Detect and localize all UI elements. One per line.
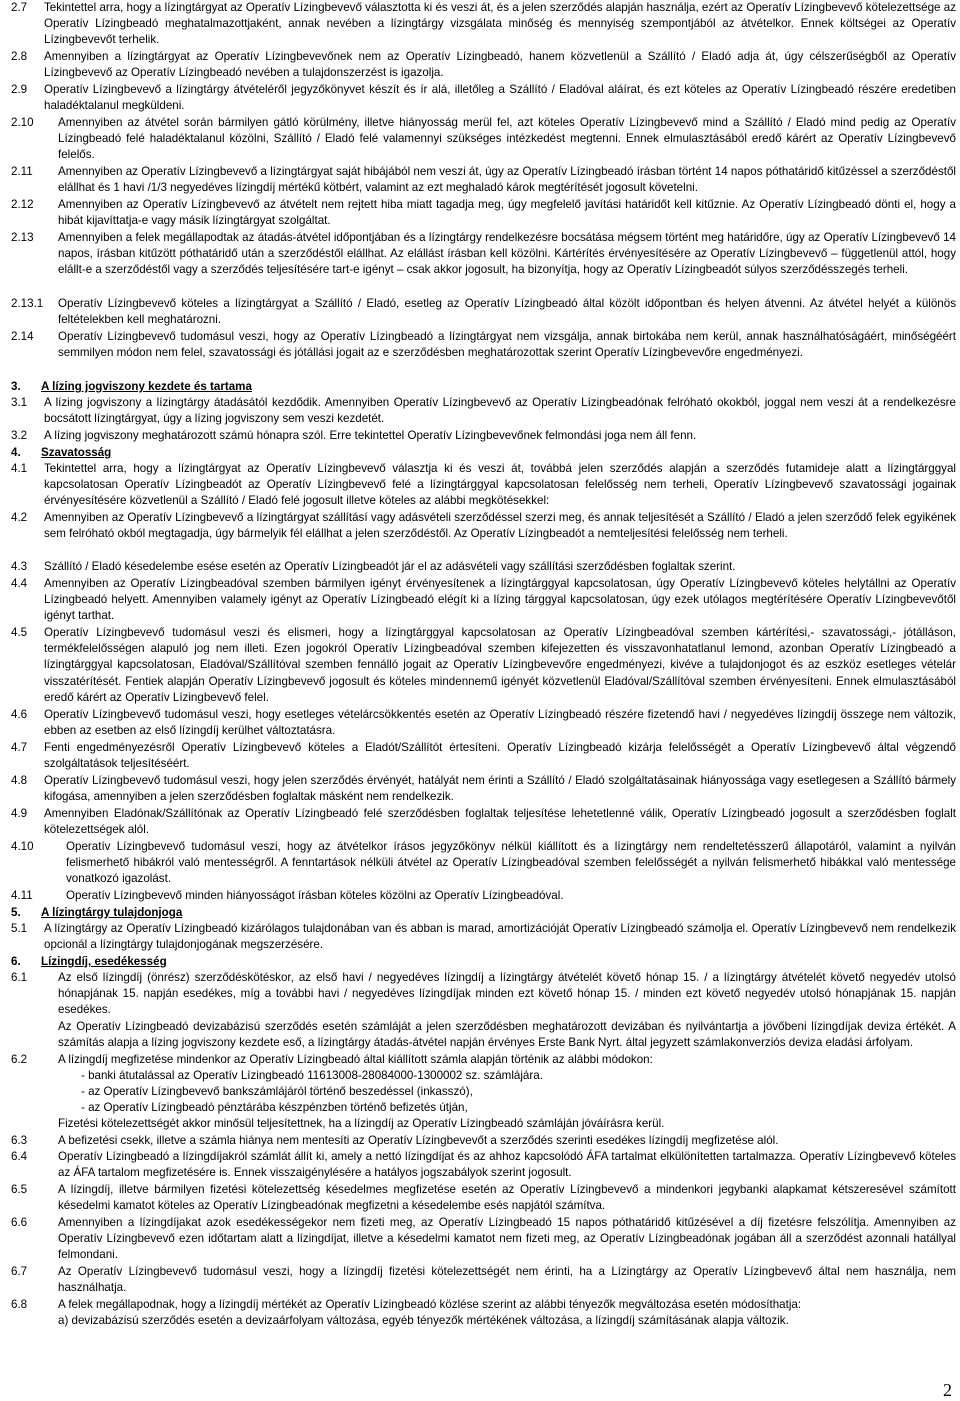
- section-title: A lízingtárgy tulajdonjoga: [41, 906, 183, 919]
- clause-text: Operatív Lízingbevevő tudomásul veszi, hogy az Operatív Lízingbeadó a lízingtárgyat nem vizsgálja, annak birtokába nem kerül, annak használhatóságáért, minőségéért semmilyen módon nem felel, szavatossági és jótállási jogait az e szerződésben meghatározottak szerint Operatív Lízingbevevőre engedményezi.: [58, 330, 956, 360]
- clause-text: Operatív Lízingbeadó a lízingdíjakról számlát állít ki, amely a nettó lízingdíjat és az ahhoz kapcsolódó ÁFA tartalmat elkülönítetten tartalmazza. Operatív Lízingbevevő köteles az ÁFA tartalom megfizetésére is. Ennek visszaigénylésére a hatályos jogszabályok szerint jogosult.: [58, 1150, 956, 1180]
- clause-text: Fenti engedményezésről Operatív Lízingbevevő köteles a Eladót/Szállítót értesíteni. Operatív Lízingbeadó kizárja felelősségét a Operatív Lízingbevevő által végzendő szolgáltatások teljesítéséért.: [44, 741, 956, 771]
- clause-text: Tekintettel arra, hogy a lízingtárgyat az Operatív Lízingbevevő választja ki és veszi át, továbbá jelen szerződés alapján a szerződés futamideje alatt a lízingtárggyal kapcsolatosan Operatív Lízingbeadót az Operatív Lízingbevevő felé a lízingtárggyal kapcsolatosan felelősség nem terheli, Operatív Lízingbevevő szavatossági jogainak érvényesítésére közvetlenül a Szállító / Eladó felé jogosult illetve köteles az alábbi megkötésekkel:: [44, 462, 956, 508]
- clause-number: 4.6: [11, 708, 28, 721]
- clause-text: A lízingtárgy az Operatív Lízingbeadó kizárólagos tulajdonában van és abban is marad, amortizációját Operatív Lízingbeadó számolja el. Operatív Lízingbevevő nem rendelkezik opcionál a lízingtárgy tulajdonjogának megszerzésére.: [44, 922, 956, 952]
- clause-text: Fizetési kötelezettségét akkor minősül teljesítettnek, ha a lízingdíj az Operatív Lízingbeadó számláján jóváírásra kerül.: [58, 1117, 665, 1130]
- clause-text: Amennyiben az Operatív Lízingbevevő a lízingtárgyat saját hibájából nem veszi át, úgy az Operatív Lízingbeadó írásban történt 14 napos póthatáridő kitűzéssel a szerződéstől elállhat és 1 havi /1/3 negyedéves lízingdíj mértékű kötbért, valamint az ezt meghaladó károk megtérítését jogosult követelni.: [58, 165, 956, 195]
- clause-text: - banki átutalással az Operatív Lízingbeadó 11613008-28084000-1300002 sz. számlájára.: [81, 1069, 543, 1082]
- clause-text: Az első lízingdíj (önrész) szerződéskötéskor, az első havi / negyedéves lízingdíj a lízingtárgy átvételét követő hónap 15. / a lízingtárgy átvételét követő negyedév utolsó hónapjának 15. napján esedékes, míg a további havi / negyedéves lízingdíjak minden ezt követő hónap 15. / minden ezt követő negyedév utolsó hónapjának 15. napján esedékes.: [58, 971, 956, 1017]
- clause-text: Szállító / Eladó késedelembe esése esetén az Operatív Lízingbeadót jár el az adásvételi vagy szállítási szerződésben foglaltak szerint.: [44, 560, 736, 573]
- clause-text: Az Operatív Lízingbevevő tudomásul veszi, hogy a lízingdíj fizetési kötelezettségét nem érinti, ha a Lízingtárgy az Operatív Lízingbevevő által nem használja, nem használhatja.: [58, 1265, 956, 1295]
- clause-number: 2.11: [11, 165, 33, 178]
- clause-number: 5.1: [11, 922, 28, 935]
- clause-number: 4.4: [11, 577, 28, 590]
- clause-text: Amennyiben Eladónak/Szállítónak az Operatív Lízingbeadó felé szerződésben foglaltak teljesítése lehetetlenné válik, Operatív Lízingbeadó jogosult a szerződésben foglalt kötelezettségek alól.: [44, 807, 956, 837]
- clause-number: 6.: [11, 955, 21, 968]
- clause-text: Amennyiben az Operatív Lízingbevevő az átvételt nem rejtett hiba miatt tagadja meg, úgy megfelelő javítási határidőt kell kitűznie. Az Operatív Lízingbeadó dönti el, hogy a hibát kijavíttatja-e vagy másik lízingtárgyat szolgáltat.: [58, 198, 956, 228]
- clause-number: 6.6: [11, 1216, 28, 1229]
- clause-number: 4.8: [11, 774, 28, 787]
- clause-text: A lízingdíj, illetve bármilyen fizetési kötelezettség késedelmes megfizetése esetén az Operatív Lízingbevevő a mindenkori jegybanki alapkamat kétszeresével számított késedelmi kamatot köteles az Operatív Lízingbeadónak megfizetni a késedelembe esés napjától számítva.: [58, 1183, 956, 1213]
- clause-text: Operatív Lízingbevevő tudomásul veszi, hogy az átvételkor írásos jegyzőkönyv nélkül kiállított és a lízingtárgy nem rendeltetésszerű állapotáról, valamint a nyilván felismerhető hibákról való mentességről. A fenntartások nélküli átvétel az Operatív Lízingbeadóval szemben felelősségét a nyilván felismerhető hibákkal való mentessége vonatkozó igazolást.: [66, 840, 956, 886]
- clause-text: A lízing jogviszony meghatározott számú hónapra szól. Erre tekintettel Operatív Lízingbevevőnek felmondási joga nem áll fenn.: [44, 429, 697, 442]
- clause-text: A felek megállapodnak, hogy a lízingdíj mértékét az Operatív Lízingbeadó közlése szerint az alábbi tényezők megváltozása esetén módosíthatja:: [58, 1298, 802, 1311]
- clause-text: Tekintettel arra, hogy a lízingtárgyat az Operatív Lízingbevevő választotta ki és veszi át, és a jelen szerződés alapján használja, ezért az Operatív Lízingbevevő kötelezettsége az Operatív Lízingbeadó meghatalmazottjaként, annak nevében a lízingtárgy vizsgálata minőség és mennyiség szempontjából az átvételkor. Ennek költségei az Operatív Lízingbevevőt terhelik.: [44, 1, 956, 47]
- clause-number: 6.8: [11, 1298, 28, 1311]
- clause-number: 3.: [11, 380, 21, 393]
- clause-number: 4.9: [11, 807, 28, 820]
- clause-number: 4.2: [11, 511, 28, 524]
- clause-number: 5.: [11, 906, 21, 919]
- section-title: Szavatosság: [41, 446, 112, 459]
- clause-text: A befizetési csekk, illetve a számla hiánya nem mentesíti az Operatív Lízingbevevőt a szerződés szerinti esedékes lízingdíj megfizetése alól.: [58, 1134, 779, 1147]
- section-title: Lízingdíj, esedékesség: [41, 955, 167, 968]
- clause-text: A lízingdíj megfizetése mindenkor az Operatív Lízingbeadó által kiállított számla alapján történik az alábbi módokon:: [58, 1053, 653, 1066]
- clause-text: a) devizabázisú szerződés esetén a devizaárfolyam változása, egyéb tényezők mértékének változása, a lízingdíj számításának alapja változik.: [58, 1314, 789, 1327]
- clause-text: Amennyiben az átvétel során bármilyen gátló körülmény, illetve hiányosság merül fel, azt köteles Operatív Lízingbevevő mind a Szállító / Eladó mind pedig az Operatív Lízingbeadó felé haladéktalanul közölni, Szállító / Eladó felé valamennyi szükséges intézkedést megtenni. Ennek elmulasztásából eredő kárért az Operatív Lízingbevevő felelős.: [58, 116, 956, 162]
- clause-number: 6.7: [11, 1265, 28, 1278]
- clause-number: 2.10: [11, 116, 34, 129]
- clause-number: 2.13.1: [11, 297, 44, 310]
- clause-number: 4.3: [11, 560, 28, 573]
- clause-number: 3.1: [11, 396, 28, 409]
- clause-number: 2.13: [11, 231, 34, 244]
- clause-text: - az Operatív Lízingbeadó pénztárába készpénzben történő befizetés útján,: [81, 1101, 468, 1114]
- clause-number: 6.2: [11, 1053, 28, 1066]
- clause-number: 4.10: [11, 840, 34, 853]
- clause-text: A lízing jogviszony a lízingtárgy átadásától kezdődik. Amennyiben Operatív Lízingbevevő az Operatív Lízingbeadónak felróható okokból, joggal nem veszi át a rendelkezésre bocsátott lízingtárgyat, úgy a lízing jogviszony sem veszi kezdetét.: [44, 396, 956, 426]
- clause-number: 4.5: [11, 626, 28, 639]
- clause-text: Operatív Lízingbevevő minden hiányosságot írásban köteles közölni az Operatív Lízingbeadóval.: [66, 889, 564, 902]
- clause-number: 6.5: [11, 1183, 28, 1196]
- clause-number: 6.3: [11, 1134, 28, 1147]
- clause-text: Az Operatív Lízingbeadó devizabázisú szerződés esetén számláját a jelen szerződésben meghatározott devizában és nyilvántartja a jövőbeni lízingdíjak deviza értékét. A számítás alapja a lízing jogviszony kezdete eső, a lízingtárgy átadás-átvétel napján érvényes Erste Bank Nyrt. által jegyzett számlakonverziós deviza eladási árfolyam.: [58, 1020, 956, 1050]
- clause-number: 2.7: [11, 1, 28, 14]
- clause-text: Operatív Lízingbevevő tudomásul veszi, hogy esetleges vételárcsökkentés esetén az Operatív Lízingbeadó részére fizetendő havi / negyedéves lízingdíj összege nem változik, ebben az esetben az első lízingdíj kerülhet változtatásra.: [44, 708, 956, 738]
- page-number: 2: [943, 1380, 952, 1400]
- section-title: A lízing jogviszony kezdete és tartama: [41, 380, 252, 393]
- clause-text: Amennyiben a felek megállapodtak az átadás-átvétel időpontjában és a lízingtárgy rendelkezésre bocsátása mégsem történt meg határidőre, úgy az Operatív Lízingbevevő 14 napos, írásban kitűzött póthatáridő után a szerződéstől elállhat. Az elállást írásban kell közölni. Kártérítés érvényesítésére az Operatív Lízingbevevő – függetlenül attól, hogy elállt-e a szerződéstől vagy a szerződés teljesítésére tart-e igényt – csak akkor jogosult, ha bizonyítja, hogy az Operatív Lízingbeadót súlyos szerződésszegés terheli.: [58, 231, 956, 277]
- clause-number: 3.2: [11, 429, 28, 442]
- clause-text: Amennyiben a lízingdíjakat azok esedékességekor nem fizeti meg, az Operatív Lízingbeadó 15 napos póthatáridő kitűzésével a díj fizetésre felszólítja. Amennyiben az Operatív Lízingbevevő ezen időtartam alatt a lízingdíjat, illetve a késedelmi kamatot nem fizeti meg, az Operatív Lízingbeadónak jogában áll a szerződést azonnali hatállyal felmondani.: [58, 1216, 956, 1262]
- clause-number: 6.1: [11, 971, 28, 984]
- clause-text: Amennyiben a lízingtárgyat az Operatív Lízingbevevőnek nem az Operatív Lízingbeadó, hanem közvetlenül a Szállító / Eladó adja át, úgy célszerűségből az Operatív Lízingbevevő az Operatív Lízingbeadó nevében a tulajdonszerzést is igazolja.: [44, 50, 956, 80]
- clause-number: 2.8: [11, 50, 28, 63]
- clause-number: 6.4: [11, 1150, 28, 1163]
- clause-number: 4.11: [11, 889, 33, 902]
- clause-text: Operatív Lízingbevevő köteles a lízingtárgyat a Szállító / Eladó, esetleg az Operatív Lízingbeadó által közölt időpontban és helyen átvenni. Az átvétel helyét a különös feltételekben kell meghatározni.: [58, 297, 956, 327]
- clause-number: 2.12: [11, 198, 34, 211]
- clause-text: - az Operatív Lízingbevevő bankszámlájáról történő beszedéssel (inkasszó),: [81, 1085, 473, 1098]
- clause-text: Amennyiben az Operatív Lízingbeadóval szemben bármilyen igényt érvényesítenek a lízingtárggyal kapcsolatosan, úgy Operatív Lízingbevevő köteles helytállni az Operatív Lízingbeadó helyett. Amennyiben valamely igényt az Operatív Lízingbeadó elégít ki a lízing tárggyal kapcsolatosan, úgy ezek utólagos megtérítésére Operatív Lízingbevevőtől igényt tarthat.: [44, 577, 956, 623]
- clause-number: 4.: [11, 446, 21, 459]
- clause-number: 2.9: [11, 83, 28, 96]
- clause-text: Operatív Lízingbevevő tudomásul veszi, hogy jelen szerződés érvényét, hatályát nem érinti a Szállító / Eladó szolgáltatásainak hiányossága vagy esetlegesen a Szállító bármely kifogása, amennyiben a jelen szerződésben foglaltak másként nem rendelkezik.: [44, 774, 956, 804]
- clause-text: Operatív Lízingbevevő tudomásul veszi és elismeri, hogy a lízingtárggyal kapcsolatosan az Operatív Lízingbeadóval szemben kártérítési,- szavatossági,- jótálláson, termékfelelősségen alapuló jog nem illeti. Ezen jogokról Operatív Lízingbeadóval szemben kifejezetten és visszavonhatatlanul lemond, azonban Operatív Lízingbeadó a lízingtárggyal kapcsolatosan, Eladóval/Szállítóval szemben fennálló jogait az Operatív Lízingbevevőre engedményezi, kivéve a tulajdonjogot és az eszköz esetleges vételár visszatérítését. Fentiek alapján Operatív Lízingbevevő jogosult és köteles mindennemű igényét közvetlenül Eladóval/Szállítóval szemben érvényesíteni. Ennek elmulasztásából eredő kárért az Operatív Lízingbevevő felel.: [44, 626, 956, 704]
- clause-text: Amennyiben az Operatív Lízingbevevő a lízingtárgyat szállításí vagy adásvételi szerződéssel szerzi meg, és annak teljesítését a Szállító / Eladó a jelen szerződő felek egyikének sem felróható okból megtagadja, úgy bármelyik fél elállhat a jelen szerződéstől. Az Operatív Lízingbeadót a nemteljesítési felelősség nem terheli.: [44, 511, 956, 541]
- clause-number: 4.1: [11, 462, 28, 475]
- clause-number: 4.7: [11, 741, 28, 754]
- clause-number: 2.14: [11, 330, 34, 343]
- clause-text: Operatív Lízingbevevő a lízingtárgy átvételéről jegyzőkönyvet készít és ír alá, illetőleg a Szállító / Eladóval aláírat, és ezt köteles az Operatív Lízingbeadó részére eredetiben haladéktalanul megküldeni.: [44, 83, 956, 113]
